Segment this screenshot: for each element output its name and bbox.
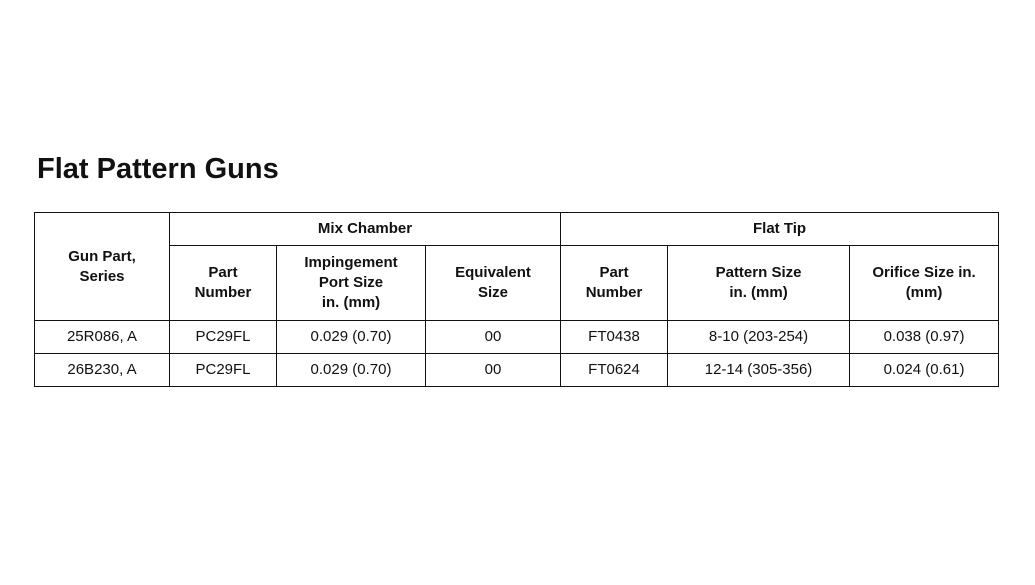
header-equivalent-size: Equivalent Size xyxy=(426,246,561,321)
cell-pattern-size: 8-10 (203-254) xyxy=(668,321,850,354)
cell-pattern-size: 12-14 (305-356) xyxy=(668,354,850,387)
header-sub-row xyxy=(35,246,999,321)
cell-ft-part-number: FT0438 xyxy=(561,321,668,354)
table-row xyxy=(35,354,999,387)
header-group-row xyxy=(35,213,999,246)
cell-port-size: 0.029 (0.70) xyxy=(277,321,426,354)
cell-port-size: 0.029 (0.70) xyxy=(277,354,426,387)
header-pattern-size: Pattern Size in. (mm) xyxy=(668,246,850,321)
header-mix-chamber: Mix Chamber xyxy=(170,213,561,246)
flat-pattern-guns-table xyxy=(34,212,999,387)
cell-gun-part: 25R086, A xyxy=(35,321,170,354)
cell-orifice-size: 0.024 (0.61) xyxy=(850,354,999,387)
header-orifice-size: Orifice Size in. (mm) xyxy=(850,246,999,321)
cell-mc-part-number: PC29FL xyxy=(170,321,277,354)
header-flat-tip: Flat Tip xyxy=(561,213,999,246)
header-mc-part-number: Part Number xyxy=(170,246,277,321)
cell-mc-part-number: PC29FL xyxy=(170,354,277,387)
header-ft-part-number: Part Number xyxy=(561,246,668,321)
cell-orifice-size: 0.038 (0.97) xyxy=(850,321,999,354)
cell-ft-part-number: FT0624 xyxy=(561,354,668,387)
page-title: Flat Pattern Guns xyxy=(37,153,279,185)
header-impingement-port-size: Impingement Port Size in. (mm) xyxy=(277,246,426,321)
cell-equivalent-size: 00 xyxy=(426,354,561,387)
cell-gun-part: 26B230, A xyxy=(35,354,170,387)
table-row xyxy=(35,321,999,354)
cell-equivalent-size: 00 xyxy=(426,321,561,354)
header-gun-part-series: Gun Part, Series xyxy=(35,213,170,321)
